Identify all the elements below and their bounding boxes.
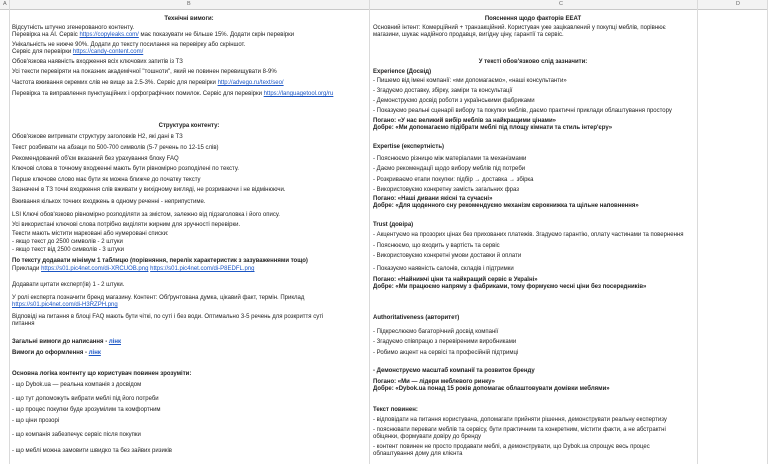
cell-text[interactable]: Відповіді на питання в блоці FAQ мають бути чіткі, по суті і без води. Оптимально 3-5 речень для розкриття суті (12, 314, 324, 320)
list-item[interactable]: - контент повинен не просто продавати меблі, а демонструвати, що Dybok.ua спрощує весь процес (373, 444, 650, 450)
cell-text[interactable]: По тексту додавати мінімум 1 таблицю (порівняння, перелік характеристик з зазуваженнями тощо) (12, 258, 308, 264)
list-item[interactable]: - Розкриваємо етапи покупки: підбір → доставка → збірка (373, 177, 534, 183)
list-item[interactable]: - Згадуємо доставку, збірку, заміри та консультації (373, 88, 513, 94)
list-item[interactable]: - що Dybok.ua — реальна компанія з досвідом (12, 382, 142, 388)
list-item[interactable]: - Демонструємо досвід роботи з українськими фабриками (373, 98, 535, 104)
column-header-a[interactable]: A (3, 1, 7, 7)
link[interactable]: https://s01.pic4net.com/di-H3RZPH.png (12, 302, 118, 308)
cell-text[interactable]: Загальні вимоги до написання - лінк (12, 339, 121, 345)
header-content-structure[interactable]: Структура контенту: (158, 123, 220, 129)
cell-text[interactable]: Частота вживання окремих слів не вище за 2.5-3%. Сервіс для перевірки http://advego.ru/text/seo/ (12, 80, 284, 86)
cell-text[interactable]: питання (12, 321, 35, 327)
grid-line (9, 0, 10, 464)
cell-text[interactable]: Тексти мають містити марковані або нумеровані списки: (12, 231, 169, 237)
header-eeat[interactable]: Пояснення щодо факторів ЕЕАТ (484, 16, 582, 22)
example-bad[interactable]: Погано: «Ми — лідери меблевого ринку» (373, 379, 495, 385)
section-authoritativeness[interactable]: Authoritativeness (авторитет) (373, 315, 460, 321)
section-expertise[interactable]: Expertise (експертність) (373, 144, 445, 150)
cell-text[interactable]: Усі використані ключові слова потрібно виділяти жирним для зручності перевірки. (12, 222, 241, 228)
column-header-bar (0, 0, 768, 10)
list-item[interactable]: - що меблі можна замовити швидко та без зайвих ризиків (12, 448, 172, 454)
example-good[interactable]: Добре: «Dybok.ua понад 15 років допомагає облаштовувати домівки меблями» (373, 386, 610, 392)
list-item[interactable]: обіцянки, формувати довіру до бренду (373, 434, 482, 440)
link[interactable]: https://s01.pic4net.com/di-P8EDFL.png (150, 266, 255, 272)
example-bad[interactable]: Погано: «Наші дивани якісні та сучасні» (373, 196, 493, 202)
cell-text[interactable]: Основний інтент: Комерційний + транзакційний. Користувач уже зацікавлений у покупці меблів, порівнює (373, 25, 666, 31)
list-item[interactable]: - Пишемо від імені компанії: «ми допомагаємо», «наші консультанти» (373, 78, 567, 84)
grid-line (697, 0, 698, 464)
section-experience[interactable]: Experience (Досвід) (373, 69, 432, 75)
list-item[interactable]: - пояснювати переваги меблів та сервісу, бути практичним та конкретним, містити факти, а не абстрактні (373, 427, 666, 433)
section-text-must[interactable]: Текст повинен: (373, 407, 418, 413)
link[interactable]: лінк (88, 350, 101, 356)
cell-text[interactable]: Вимоги до оформлення - лінк (12, 350, 101, 356)
header-tech-requirements[interactable]: Технічні вимоги: (164, 16, 214, 22)
link[interactable]: https://copyleaks.com/ (79, 32, 139, 38)
link[interactable]: лінк (108, 339, 121, 345)
example-good[interactable]: Добре: «Ми працюємо напряму з фабриками, тому формуємо чесні ціни без посередників» (373, 284, 647, 290)
cell-text[interactable]: Усі тексти перевіряти на показник академічної "тошноти", який не повинен перевищувати 8-9% (12, 69, 277, 75)
cell-text[interactable]: Перевірка на AI. Сервіс https://copyleaks.com/ має показувати не більше 15%. Додати скрін перевірки (12, 32, 295, 38)
list-item[interactable]: - Підкреслюємо багаторічний досвід компанії (373, 329, 499, 335)
list-item[interactable]: - Робимо акцент на сервісі та професійній підтримці (373, 350, 519, 356)
list-item[interactable]: - Використовуємо конкретну замість загальних фраз (373, 187, 519, 193)
link[interactable]: https://languagetool.org/ru (263, 91, 334, 97)
list-item[interactable]: - що тут допоможуть вибрати меблі під його потреби (12, 396, 159, 402)
cell-text[interactable]: Рекомендований об'єм вказаний без урахування блоку FAQ (12, 156, 179, 162)
column-header-d[interactable]: D (736, 1, 740, 7)
list-item[interactable]: - Згадуємо співпрацю з перевіреними виробниками (373, 339, 517, 345)
example-good[interactable]: Добре: «Ми допомагаємо підібрати меблі під площу кімнати та стиль інтер'єру» (373, 125, 613, 131)
cell-text[interactable]: Обов'язкове витримати структуру заголовків Н2, які дані в ТЗ (12, 134, 183, 140)
list-item[interactable]: - що компанія забезпечує сервіс після покупки (12, 432, 141, 438)
list-item[interactable]: - що процес покупки буде зрозумілим та комфортним (12, 407, 161, 413)
header-must-mention[interactable]: У тексті обов'язково слід зазначити: (478, 59, 588, 65)
cell-text[interactable]: Текст розбивати на абзаци по 500-700 символів (5-7 речень по 12-15 слів) (12, 145, 219, 151)
header-content-logic[interactable]: Основна логіка контенту що користувач повинен зрозуміти: (12, 371, 192, 377)
cell-text[interactable]: LSI Ключі обов'язково рівномірно розподіляти за змістом, залежно від підзаголовка і його опису. (12, 212, 280, 218)
column-header-b[interactable]: B (187, 1, 191, 7)
cell-text[interactable]: Ключові слова в точному входженні мають бути рівномірно розподілені по тексту. (12, 166, 239, 172)
cell-text[interactable]: Вживання кількох точних входжень в одному реченні - неприпустиме. (12, 199, 206, 205)
list-item[interactable]: - Акцентуємо на прозорих цінах без прихованих платежів. Згадуємо гарантію, оплату частинами та повернення (373, 232, 684, 238)
link[interactable]: https://s01.pic4net.com/di-XRCUOB.png (41, 266, 149, 272)
example-bad[interactable]: Погано: «Найнижчі ціни та найкращий сервіс в Україні» (373, 277, 538, 283)
list-item[interactable]: - Показуємо реальні сценарії вибору та покупки меблів, даємо практичні приклади облаштування простору (373, 108, 672, 114)
section-scale[interactable]: - Демонструємо масштаб компанії та розвиток бренду (373, 368, 535, 374)
cell-text[interactable]: Приклади https://s01.pic4net.com/di-XRCUOB.png https://s01.pic4net.com/di-P8EDFL.png (12, 266, 255, 272)
cell-text[interactable]: Зазначені в ТЗ точні входження слів вживати у вихідному вигляді, не розриваючи і не відмінюючи. (12, 187, 286, 193)
list-item[interactable]: - Пояснюємо різницю між матеріалами та механізмами (373, 156, 527, 162)
cell-text[interactable] (12, 302, 118, 309)
cell-text[interactable]: - якщо текст до 2500 символів - 2 штуки (12, 239, 123, 245)
cell-text[interactable]: Перевірка та виправлення пунктуаційних і орфографічних помилок. Сервіс для перевірки https://languagetool.org/ru (12, 91, 334, 97)
cell-text[interactable]: У ролі експерта позначити бренд магазину. Контент: Обґрунтована думка, цікавий факт, термін. Приклад (12, 295, 305, 301)
list-item[interactable]: - Використовуємо конкретні умови доставки й оплати (373, 253, 522, 259)
cell-text[interactable]: - якщо текст від 2500 символів - 3 штуки (12, 247, 125, 253)
list-item[interactable]: облаштування дому для клієнта (373, 451, 463, 457)
cell-text[interactable]: магазини, шукає надійного продавця, вигідну ціну, гарантії та сервіс. (373, 32, 564, 38)
cell-text[interactable]: Відсутність штучно згенерованого контенту. (12, 25, 135, 31)
example-good[interactable]: Добре: «Для щоденного сну рекомендуємо механізм єврокнижка та щільне наповнення» (373, 203, 639, 209)
grid-line (369, 0, 370, 464)
list-item[interactable]: - Даємо рекомендації щодо вибору меблів під потреби (373, 166, 526, 172)
section-trust[interactable]: Trust (довіра) (373, 222, 414, 228)
list-item[interactable]: - Показуємо наявність салонів, складів і підтримки (373, 266, 514, 272)
cell-text[interactable]: Обов'язкова наявність входження всіх ключових запитів із ТЗ (12, 59, 183, 65)
list-item[interactable]: - Пояснюємо, що входить у вартість та сервіс (373, 243, 500, 249)
link[interactable]: https://candy-content.com/ (72, 49, 144, 55)
cell-text[interactable]: Додавати цитати експерт(ів) 1 - 2 штуки. (12, 282, 125, 288)
list-item[interactable]: - відповідати на питання користувача, допомагати прийняти рішення, демонструвати реальну експертизу (373, 417, 667, 423)
example-bad[interactable]: Погано: «У нас великий вибір меблів за найкращими цінами» (373, 118, 557, 124)
cell-text[interactable]: Сервіс для перевірки https://candy-content.com/ (12, 49, 144, 55)
link[interactable]: http://advego.ru/text/seo/ (217, 80, 284, 86)
list-item[interactable]: - що ціни прозорі (12, 418, 60, 424)
cell-text[interactable]: Унікальність не нижче 90%. Додати до тексту посилання на перевірку або скріншот. (12, 42, 246, 48)
cell-text[interactable]: Перше ключове слово має бути як можна ближче до початку тексту (12, 177, 201, 183)
column-header-c[interactable]: C (559, 1, 563, 7)
